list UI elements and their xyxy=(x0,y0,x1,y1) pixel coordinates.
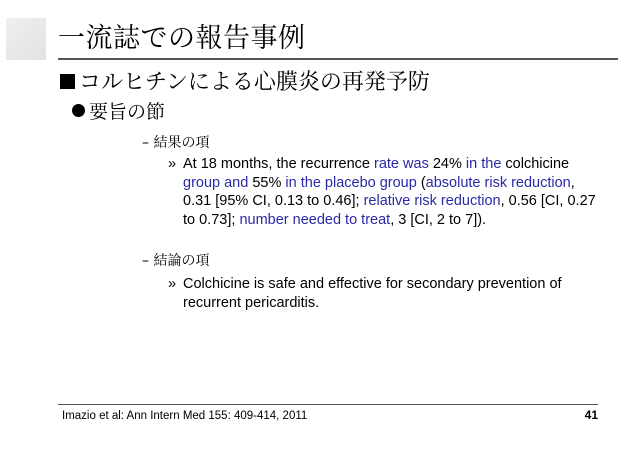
conclusion-heading-text: 結論の項 xyxy=(153,253,210,269)
citation: Imazio et al: Ann Intern Med 155: 409-414, 2011 xyxy=(62,410,308,422)
text-segment: colchicine xyxy=(501,156,570,172)
raquo-glyph: » xyxy=(168,276,177,292)
highlighted-term: in the xyxy=(465,156,502,172)
slide-title: 一流誌での報告事例 xyxy=(58,23,306,54)
results-heading-text: 結果の項 xyxy=(153,135,210,151)
highlighted-term: number needed to treat xyxy=(239,211,391,228)
conclusion-text xyxy=(183,275,598,312)
topic-text: コルヒチンによる心膜炎の再発予防 xyxy=(79,70,430,95)
conclusion-heading xyxy=(142,251,209,271)
topic-bullet xyxy=(60,68,430,98)
text-segment: , 0.31 [95% CI, 0.13 to 0.46]; xyxy=(183,174,575,210)
text-segment: 24% xyxy=(428,156,466,172)
highlighted-term: in the placebo group xyxy=(285,174,417,191)
text-segment: Colchicine is safe and effective for secondary prevention of recurrent pericarditis. xyxy=(183,276,562,311)
highlighted-term: rate was xyxy=(374,156,429,172)
conclusion-paragraph xyxy=(168,275,598,312)
corner-decoration xyxy=(6,18,46,60)
highlighted-term: absolute risk reduction xyxy=(425,174,571,191)
results-text xyxy=(183,155,598,229)
title-area xyxy=(58,22,618,56)
results-paragraph xyxy=(168,155,598,229)
footer-rule xyxy=(58,404,598,405)
results-heading xyxy=(142,133,209,153)
raquo-glyph: » xyxy=(168,156,177,172)
point-text: 要旨の節 xyxy=(89,101,166,123)
point-bullet xyxy=(72,98,165,126)
text-segment: 55% xyxy=(248,174,286,191)
dash-glyph: – xyxy=(142,253,149,269)
text-segment: , 3 [CI, 2 to 7]). xyxy=(390,211,487,228)
page-number: 41 xyxy=(584,408,598,422)
text-segment: , 0.56 [CI, 0.27 to 0.73]; xyxy=(183,193,596,228)
dash-glyph: – xyxy=(142,135,149,151)
highlighted-term: group and xyxy=(183,174,249,191)
square-bullet-icon xyxy=(60,74,75,89)
title-underline xyxy=(58,58,618,60)
text-segment: ( xyxy=(416,174,426,191)
highlighted-term: relative risk reduction xyxy=(363,193,501,210)
text-segment: At 18 months, the recurrence xyxy=(183,156,375,172)
circle-bullet-icon xyxy=(72,104,85,117)
